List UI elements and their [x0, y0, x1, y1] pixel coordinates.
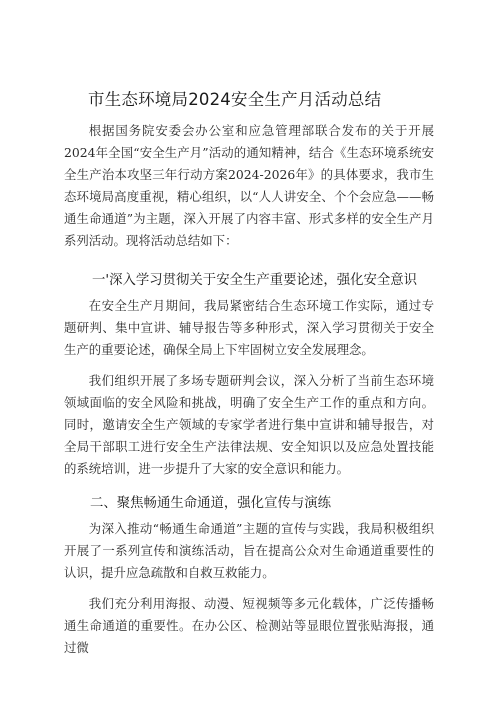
section2-heading: 二、聚焦畅通生命通道，强化宣传与演练 — [90, 496, 332, 511]
section2-paragraph-1: 为深入推动“畅通生命通道”主题的宣传与实践，我局积极组织开展了一系列宣传和演练活动，旨在提高公众对生命通道重要性的认识，提升应急疏散和自救互救能力。 — [64, 521, 434, 580]
document-title: 市生态环境局2024安全生产月活动总结 — [88, 90, 382, 109]
intro-paragraph: 根据国务院安委会办公室和应急管理部联合发布的关于开展2024年全国“安全生产月”活动的通知精神，结合《生态环境系统安全生产治本攻坚三年行动方案2024-2026年》的具体要求，我市生态环境局高度重视，精心组织，以“人人讲安全、个个会应急——畅通生命通道”为主题，深入开展了内容丰富、形式多样的安全生产月系列活动。现将活动总结如下： — [64, 123, 434, 248]
section1-heading: 一'深入学习贯彻关于安全生产重要论述，强化安全意识 — [92, 273, 418, 288]
section1-paragraph-2: 我们组织开展了多场专题研判会议，深入分析了当前生态环境领域面临的安全风险和挑战，明确了安全生产工作的重点和方向。同时，邀请安全生产领域的专家学者进行集中宣讲和辅导报告，对全局干部职工进行安全生产法律法规、安全知识以及应急处置技能的系统培训，进一步提升了大家的安全意识和能力。 — [64, 373, 434, 476]
section2-paragraph-2: 我们充分利用海报、动漫、短视频等多元化载体，广泛传播畅通生命通道的重要性。在办公区、检测站等显眼位置张贴海报，通过微 — [64, 596, 434, 655]
section1-paragraph-1: 在安全生产月期间，我局紧密结合生态环境工作实际，通过专题研判、集中宣讲、辅导报告等多种形式，深入学习贯彻关于安全生产的重要论述，确保全局上下牢固树立安全发展理念。 — [64, 298, 434, 357]
